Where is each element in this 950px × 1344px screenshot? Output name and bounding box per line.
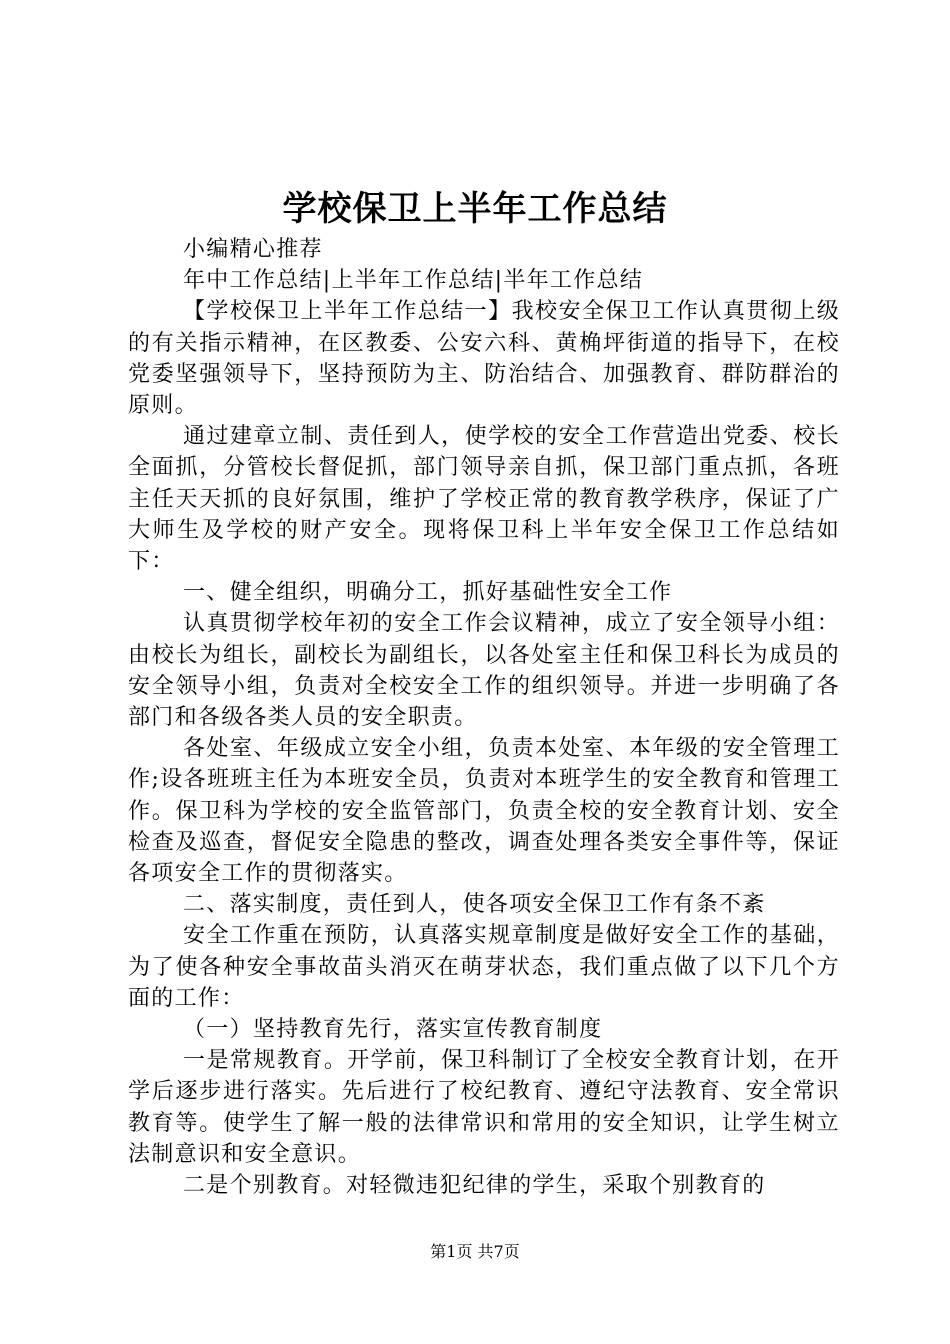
document-title: 学校保卫上半年工作总结 [282,189,668,229]
section-heading: 二、落实制度，责任到人，使各项安全保卫工作有条不紊 [183,892,766,918]
paragraph: 一是常规教育。开学前，保卫科制订了全校安全教育计划，在开学后逐步进行落实。先后进行了校纪教育、遵纪守法教育、安全常识教育等。使学生了解一般的法律常识和常用的安全知识，让学生树立法制意识和安全意识。 [128,1048,840,1167]
paragraph: 安全工作重在预防，认真落实规章制度是做好安全工作的基础，为了使各种安全事故苗头消灭在萌芽状态，我们重点做了以下几个方面的工作： [128,923,840,1011]
paragraph: 小编精心推荐 [183,237,323,262]
paragraph: 认真贯彻学校年初的安全工作会议精神，成立了安全领导小组：由校长为组长，副校长为副组长，以各处室主任和保卫科长为成员的安全领导小组，负责对全校安全工作的组织领导。并进一步明确了各部门和各级各类人员的安全职责。 [128,611,840,731]
page-number: 第1页 共7页 [430,1242,520,1261]
paragraph: 各处室、年级成立安全小组，负责本处室、本年级的安全管理工作;设各班班主任为本班安全员，负责对本班学生的安全教育和管理工作。保卫科为学校的安全监管部门，负责全校的安全教育计划、安全检查及巡查，督促安全隐患的整改，调查处理各类安全事件等，保证各项安全工作的贯彻落实。 [128,736,840,887]
section-heading: 一、健全组织，明确分工，抓好基础性安全工作 [183,580,673,606]
paragraph: 二是个别教育。对轻微违犯纪律的学生，采取个别教育的 [183,1173,766,1199]
paragraph: 年中工作总结|上半年工作总结|半年工作总结 [183,268,644,294]
subsection-heading: （一）坚持教育先行，落实宣传教育制度 [183,1017,603,1043]
paragraph: 通过建章立制、责任到人，使学校的安全工作营造出党委、校长全面抓，分管校长督促抓，部门领导亲自抓，保卫部门重点抓，各班主任天天抓的良好氛围，维护了学校正常的教育教学秩序，保证了广大师生及学校的财产安全。现将保卫科上半年安全保卫工作总结如下： [128,424,840,575]
document-body [128,234,840,1201]
paragraph: 【学校保卫上半年工作总结一】我校安全保卫工作认真贯彻上级的有关指示精神，在区教委、公安六科、黄桷坪街道的指导下，在校党委坚强领导下，坚持预防为主、防治结合、加强教育、群防群治的原则。 [128,299,840,419]
